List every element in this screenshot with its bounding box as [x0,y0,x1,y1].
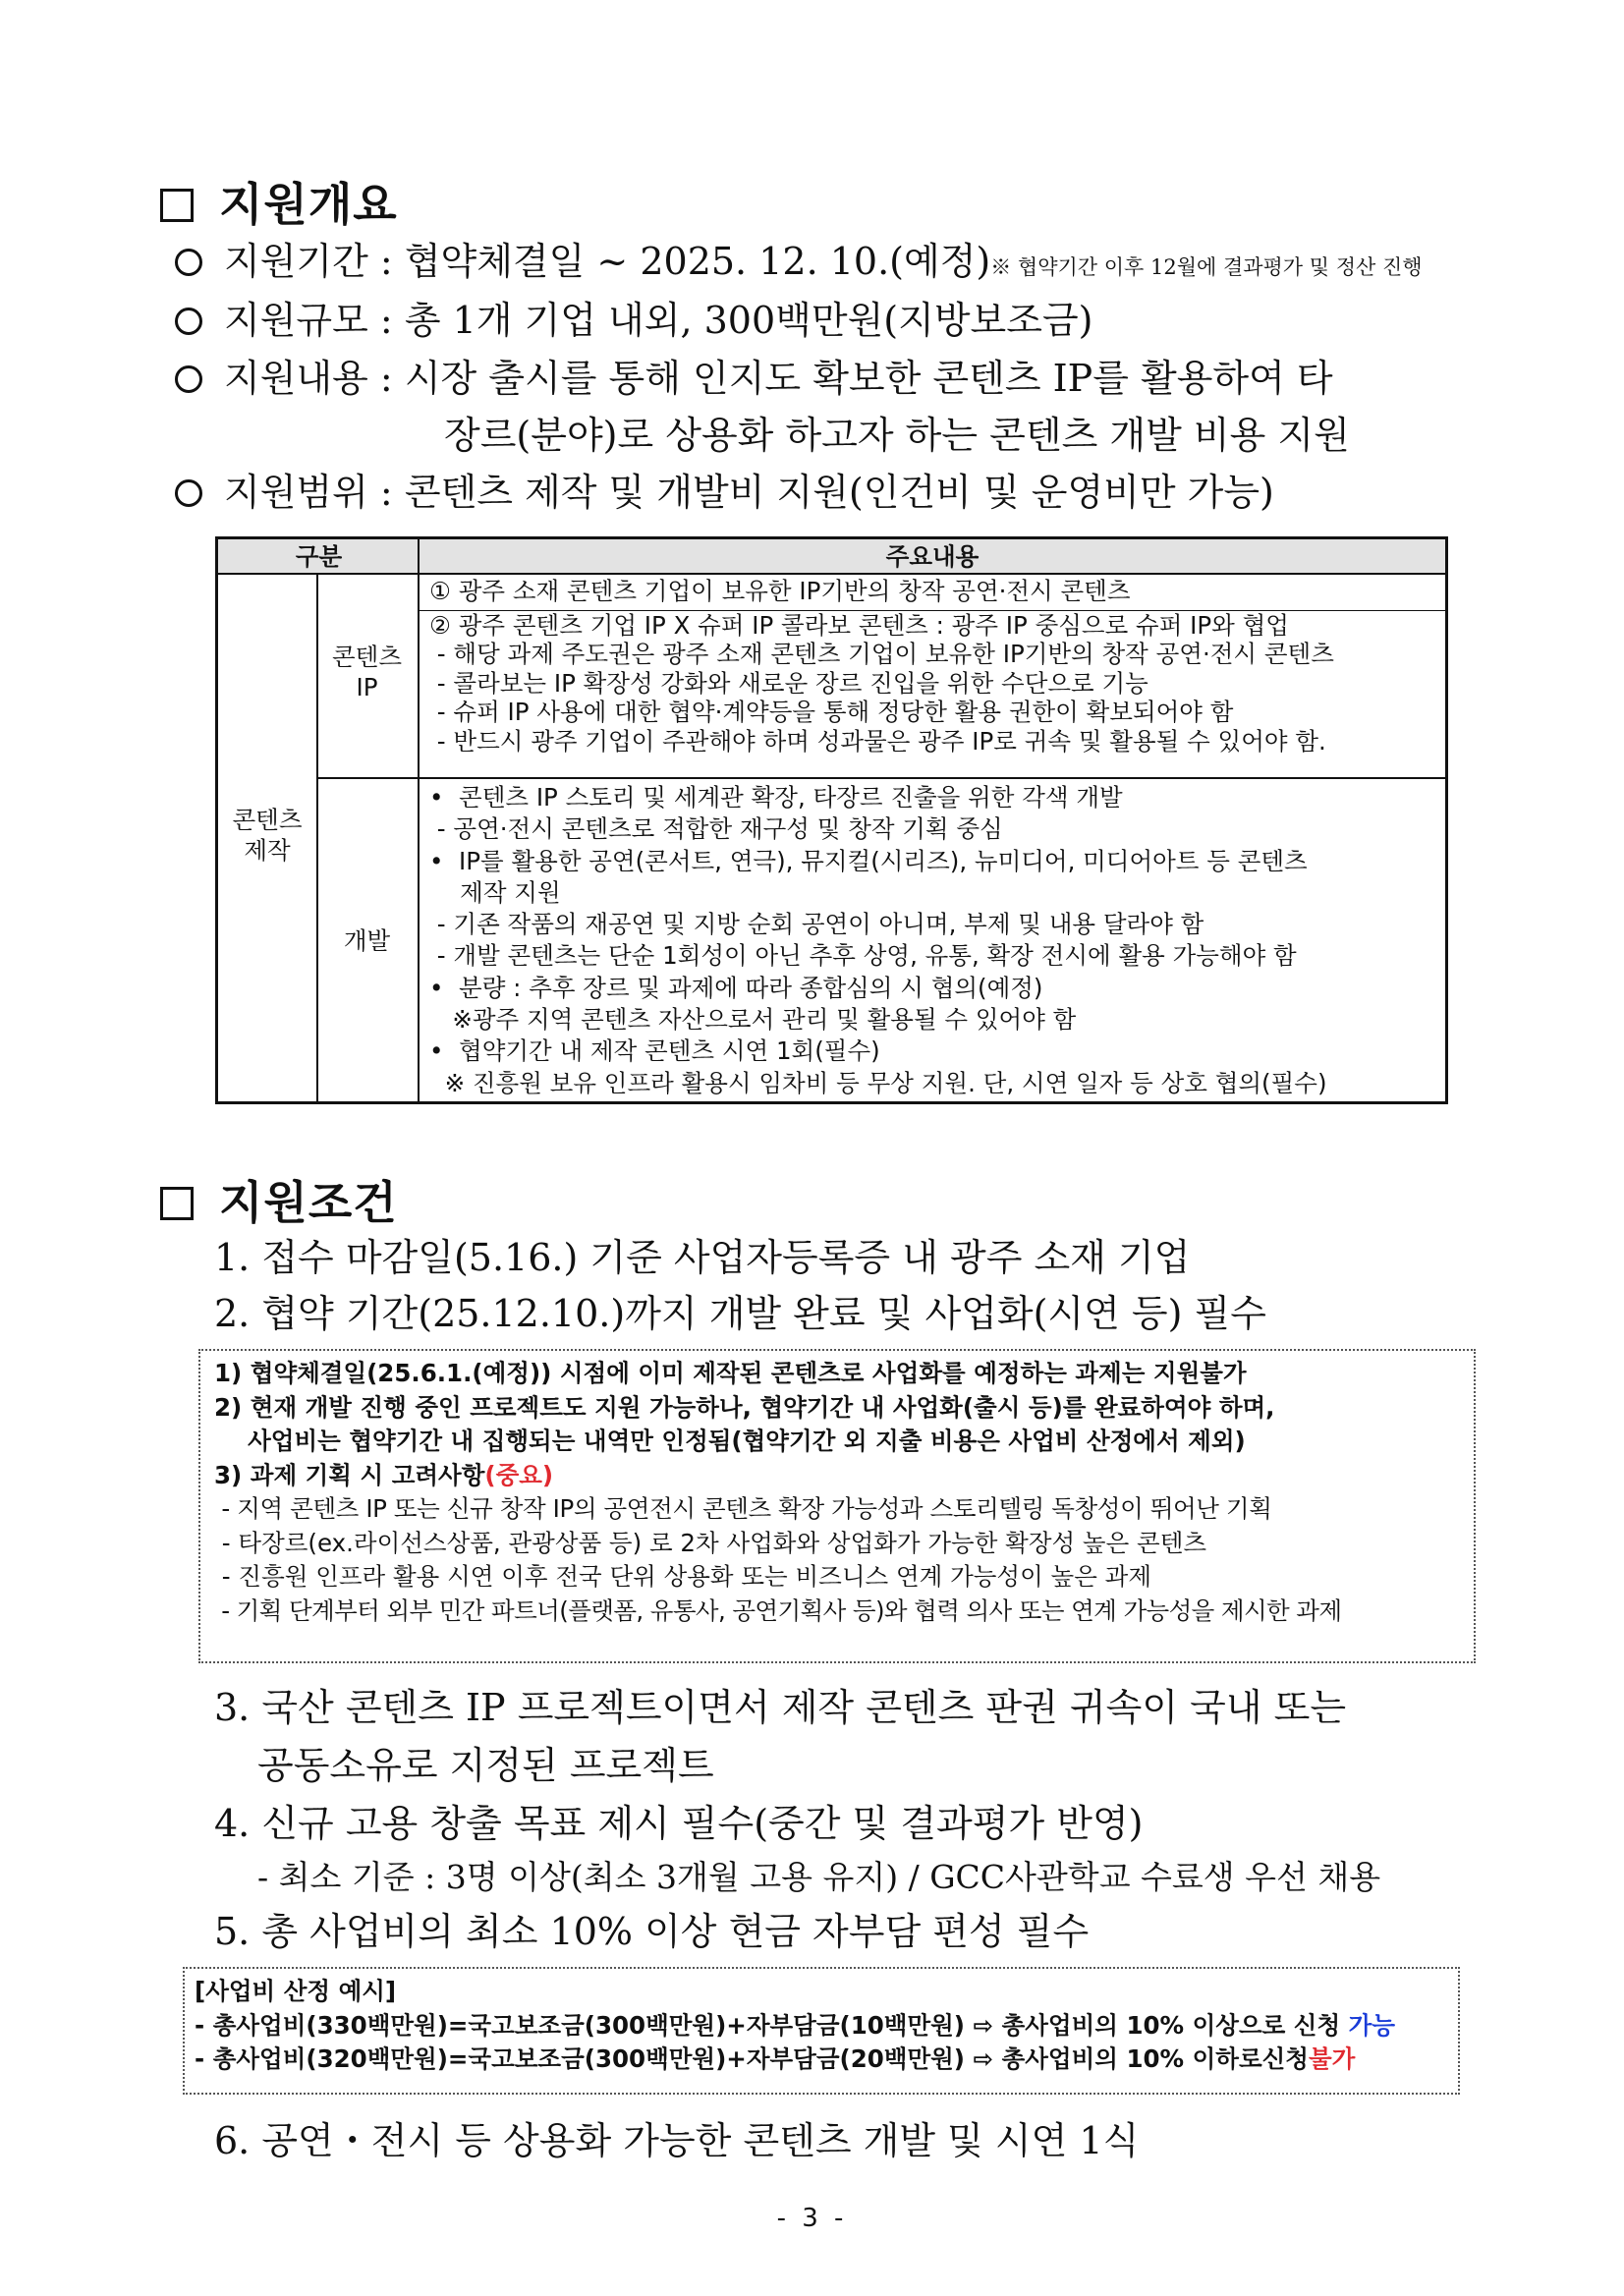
notice-line: - 지역 콘텐츠 IP 또는 신규 창작 IP의 공연전시 콘텐츠 확장 가능성과 스토리텔링 독창성이 뛰어난 기획 [214,1494,1272,1523]
notice-line: 2) 현재 개발 진행 중인 프로젝트도 지원 가능하나, 협약기간 내 사업화(출시 등)를 완료하여야 하며, [214,1392,1275,1422]
table-line: 제작 지원 [429,877,561,907]
table-line: ② 광주 콘텐츠 기업 IP X 슈퍼 IP 콜라보 콘텐츠 : 광주 IP 중심으로 슈퍼 IP와 협업 [429,610,1289,640]
table-line: - 콜라보는 IP 확장성 강화와 새로운 장르 진입을 위한 수단으로 기능 [429,668,1148,698]
row-label: 지원규모 : [224,299,393,342]
table-line: • 분량 : 추후 장르 및 과제에 따라 종합심의 시 협의(예정) [429,973,1043,1002]
circle-bullet-icon [175,308,202,335]
support-scope-table [215,536,1448,1104]
condition-item-1: 1. 접수 마감일(5.16.) 기준 사업자등록증 내 광주 소재 기업 [214,1236,1191,1279]
overview-row-content [175,354,1333,403]
table-line: • 콘텐츠 IP 스토리 및 세계관 확장, 타장르 진출을 위한 각색 개발 [429,783,1123,812]
condition-item-3-continued: 공동소유로 지정된 프로젝트 [257,1744,714,1787]
possible-tag: 가능 [1348,2010,1396,2040]
page-number: - 3 - [776,2204,848,2233]
table-line: - 기존 작품의 재공연 및 지방 순회 공연이 아니며, 부제 및 내용 달라야 함 [429,910,1204,939]
row-value: 시장 출시를 통해 인지도 확보한 콘텐츠 IP를 활용하여 타 [404,357,1333,400]
circle-bullet-icon [175,365,202,393]
table-development-lines [429,782,1437,1099]
row-note: ※ 협약기간 이후 12월에 결과평가 및 정산 진행 [990,255,1423,279]
condition-item-3: 3. 국산 콘텐츠 IP 프로젝트이면서 제작 콘텐츠 판권 귀속이 국내 또는 [214,1686,1347,1729]
budget-example-text: - 총사업비(330백만원)=국고보조금(300백만원)+자부담금(10백만원) ⇨ 총사업비의 10% 이상으로 신청 [195,2010,1349,2040]
section2-title-text: 지원조건 [219,1176,398,1229]
table-header-content: 주요내용 [885,542,980,571]
row-value: 협약체결일 ~ 2025. 12. 10.(예정) [404,240,991,283]
table-header-category: 구분 [295,542,343,571]
checkbox-square-icon [160,1187,194,1220]
impossible-tag: 불가 [1308,2044,1356,2073]
table-line: - 개발 콘텐츠는 단순 1회성이 아닌 추후 상영, 유통, 확장 전시에 활용 가능해야 함 [429,941,1297,971]
section-title-conditions [160,1167,398,1232]
table-subcategory-content-ip: 콘텐츠 IP [331,643,402,701]
table-divider [418,539,420,1104]
table-line: - 반드시 광주 기업이 주관해야 하며 성과물은 광주 IP로 귀속 및 활용될 수 있어야 함. [429,726,1326,756]
notice-text: 3) 과제 기획 시 고려사항 [214,1460,485,1489]
budget-example-line-2 [195,2043,1458,2077]
overview-row-period [175,237,1423,292]
notice-line: - 진흥원 인프라 활용 시연 이후 전국 단위 상용화 또는 비즈니스 연계 가능성이 높은 과제 [214,1562,1151,1591]
budget-example-box [183,1967,1460,2095]
row-value: 총 1개 기업 내외, 300백만원(지방보조금) [404,299,1093,342]
table-line: - 해당 과제 주도권은 광주 소재 콘텐츠 기업이 보유한 IP기반의 창작 공연·전시 콘텐츠 [429,640,1334,668]
table-line: • IP를 활용한 공연(콘서트, 연극), 뮤지컬(시리즈), 뉴미디어, 미디어아트 등 콘텐츠 [429,846,1308,875]
condition-item-4-detail: - 최소 기준 : 3명 이상(최소 3개월 고용 유지) / GCC사관학교 수료생 우선 채용 [257,1858,1381,1896]
table-line: - 슈퍼 IP 사용에 대한 협약·계약등을 통해 정당한 활용 권한이 확보되어야 함 [429,698,1234,726]
table-category-content-production: 콘텐츠 제작 [232,806,303,865]
notice-line: - 타장르(ex.라이선스상품, 관광상품 등) 로 2차 사업화와 상업화가 가능한 확장성 높은 콘텐츠 [214,1528,1207,1557]
table-line: - 공연·전시 콘텐츠로 적합한 재구성 및 창작 기획 중심 [429,814,1003,844]
table-subcategory-development: 개발 [343,926,391,955]
circle-bullet-icon [175,249,202,276]
notice-line: 1) 협약체결일(25.6.1.(예정)) 시점에 이미 제작된 콘텐츠로 사업화를 예정하는 과제는 지원불가 [214,1359,1247,1387]
circle-bullet-icon [175,479,202,507]
condition-item-5: 5. 총 사업비의 최소 10% 이상 현금 자부담 편성 필수 [214,1910,1090,1953]
budget-example-title: [사업비 산정 예시] [195,1977,397,2005]
condition-item-2: 2. 협약 기간(25.12.10.)까지 개발 완료 및 사업화(시연 등) 필수 [214,1292,1266,1335]
checkbox-square-icon [160,189,194,222]
condition-item-4: 4. 신규 고용 창출 목표 제시 필수(중간 및 결과평가 반영) [214,1802,1144,1845]
overview-row-content-continued: 장르(분야)로 상용화 하고자 하는 콘텐츠 개발 비용 지원 [444,414,1350,457]
row-value: 콘텐츠 제작 및 개발비 지원(인건비 및 운영비만 가능) [404,471,1274,514]
table-line: • 협약기간 내 제작 콘텐츠 시연 1회(필수) [429,1036,880,1066]
notice-box-conditions [198,1349,1476,1663]
row-label: 지원내용 : [224,357,393,400]
budget-example-text: - 총사업비(320백만원)=국고보조금(300백만원)+자부담금(20백만원) ⇨ 총사업비의 10% 이하로신청 [195,2044,1309,2073]
important-tag: (중요) [484,1460,554,1489]
row-label: 지원범위 : [224,471,393,514]
table-line: ① 광주 소재 콘텐츠 기업이 보유한 IP기반의 창작 공연·전시 콘텐츠 [429,577,1131,605]
notice-line-considerations [214,1459,1474,1493]
notice-line: - 기획 단계부터 외부 민간 파트너(플랫폼, 유통사, 공연기획사 등)와 협력 의사 또는 연계 가능성을 제시한 과제 [214,1596,1342,1625]
table-line: ※광주 지역 콘텐츠 자산으로서 관리 및 활용될 수 있어야 함 [429,1005,1077,1035]
overview-row-scope [175,468,1274,517]
row-label: 지원기간 : [224,240,393,283]
notice-line: 사업비는 협약기간 내 집행되는 내역만 인정됨(협약기간 외 지출 비용은 사업비 산정에서 제외) [214,1427,1246,1455]
overview-row-scale [175,296,1092,345]
table-divider [316,777,1445,779]
budget-example-line-1 [195,2009,1458,2044]
table-line: ※ 진흥원 보유 인프라 활용시 임차비 등 무상 지원. 단, 시연 일자 등 상호 협의(필수) [429,1068,1327,1097]
section1-title-text: 지원개요 [219,178,398,231]
condition-item-6: 6. 공연・전시 등 상용화 가능한 콘텐츠 개발 및 시연 1식 [214,2119,1140,2162]
section-title-overview [160,169,398,234]
table-content-ip-lines [429,577,1437,756]
